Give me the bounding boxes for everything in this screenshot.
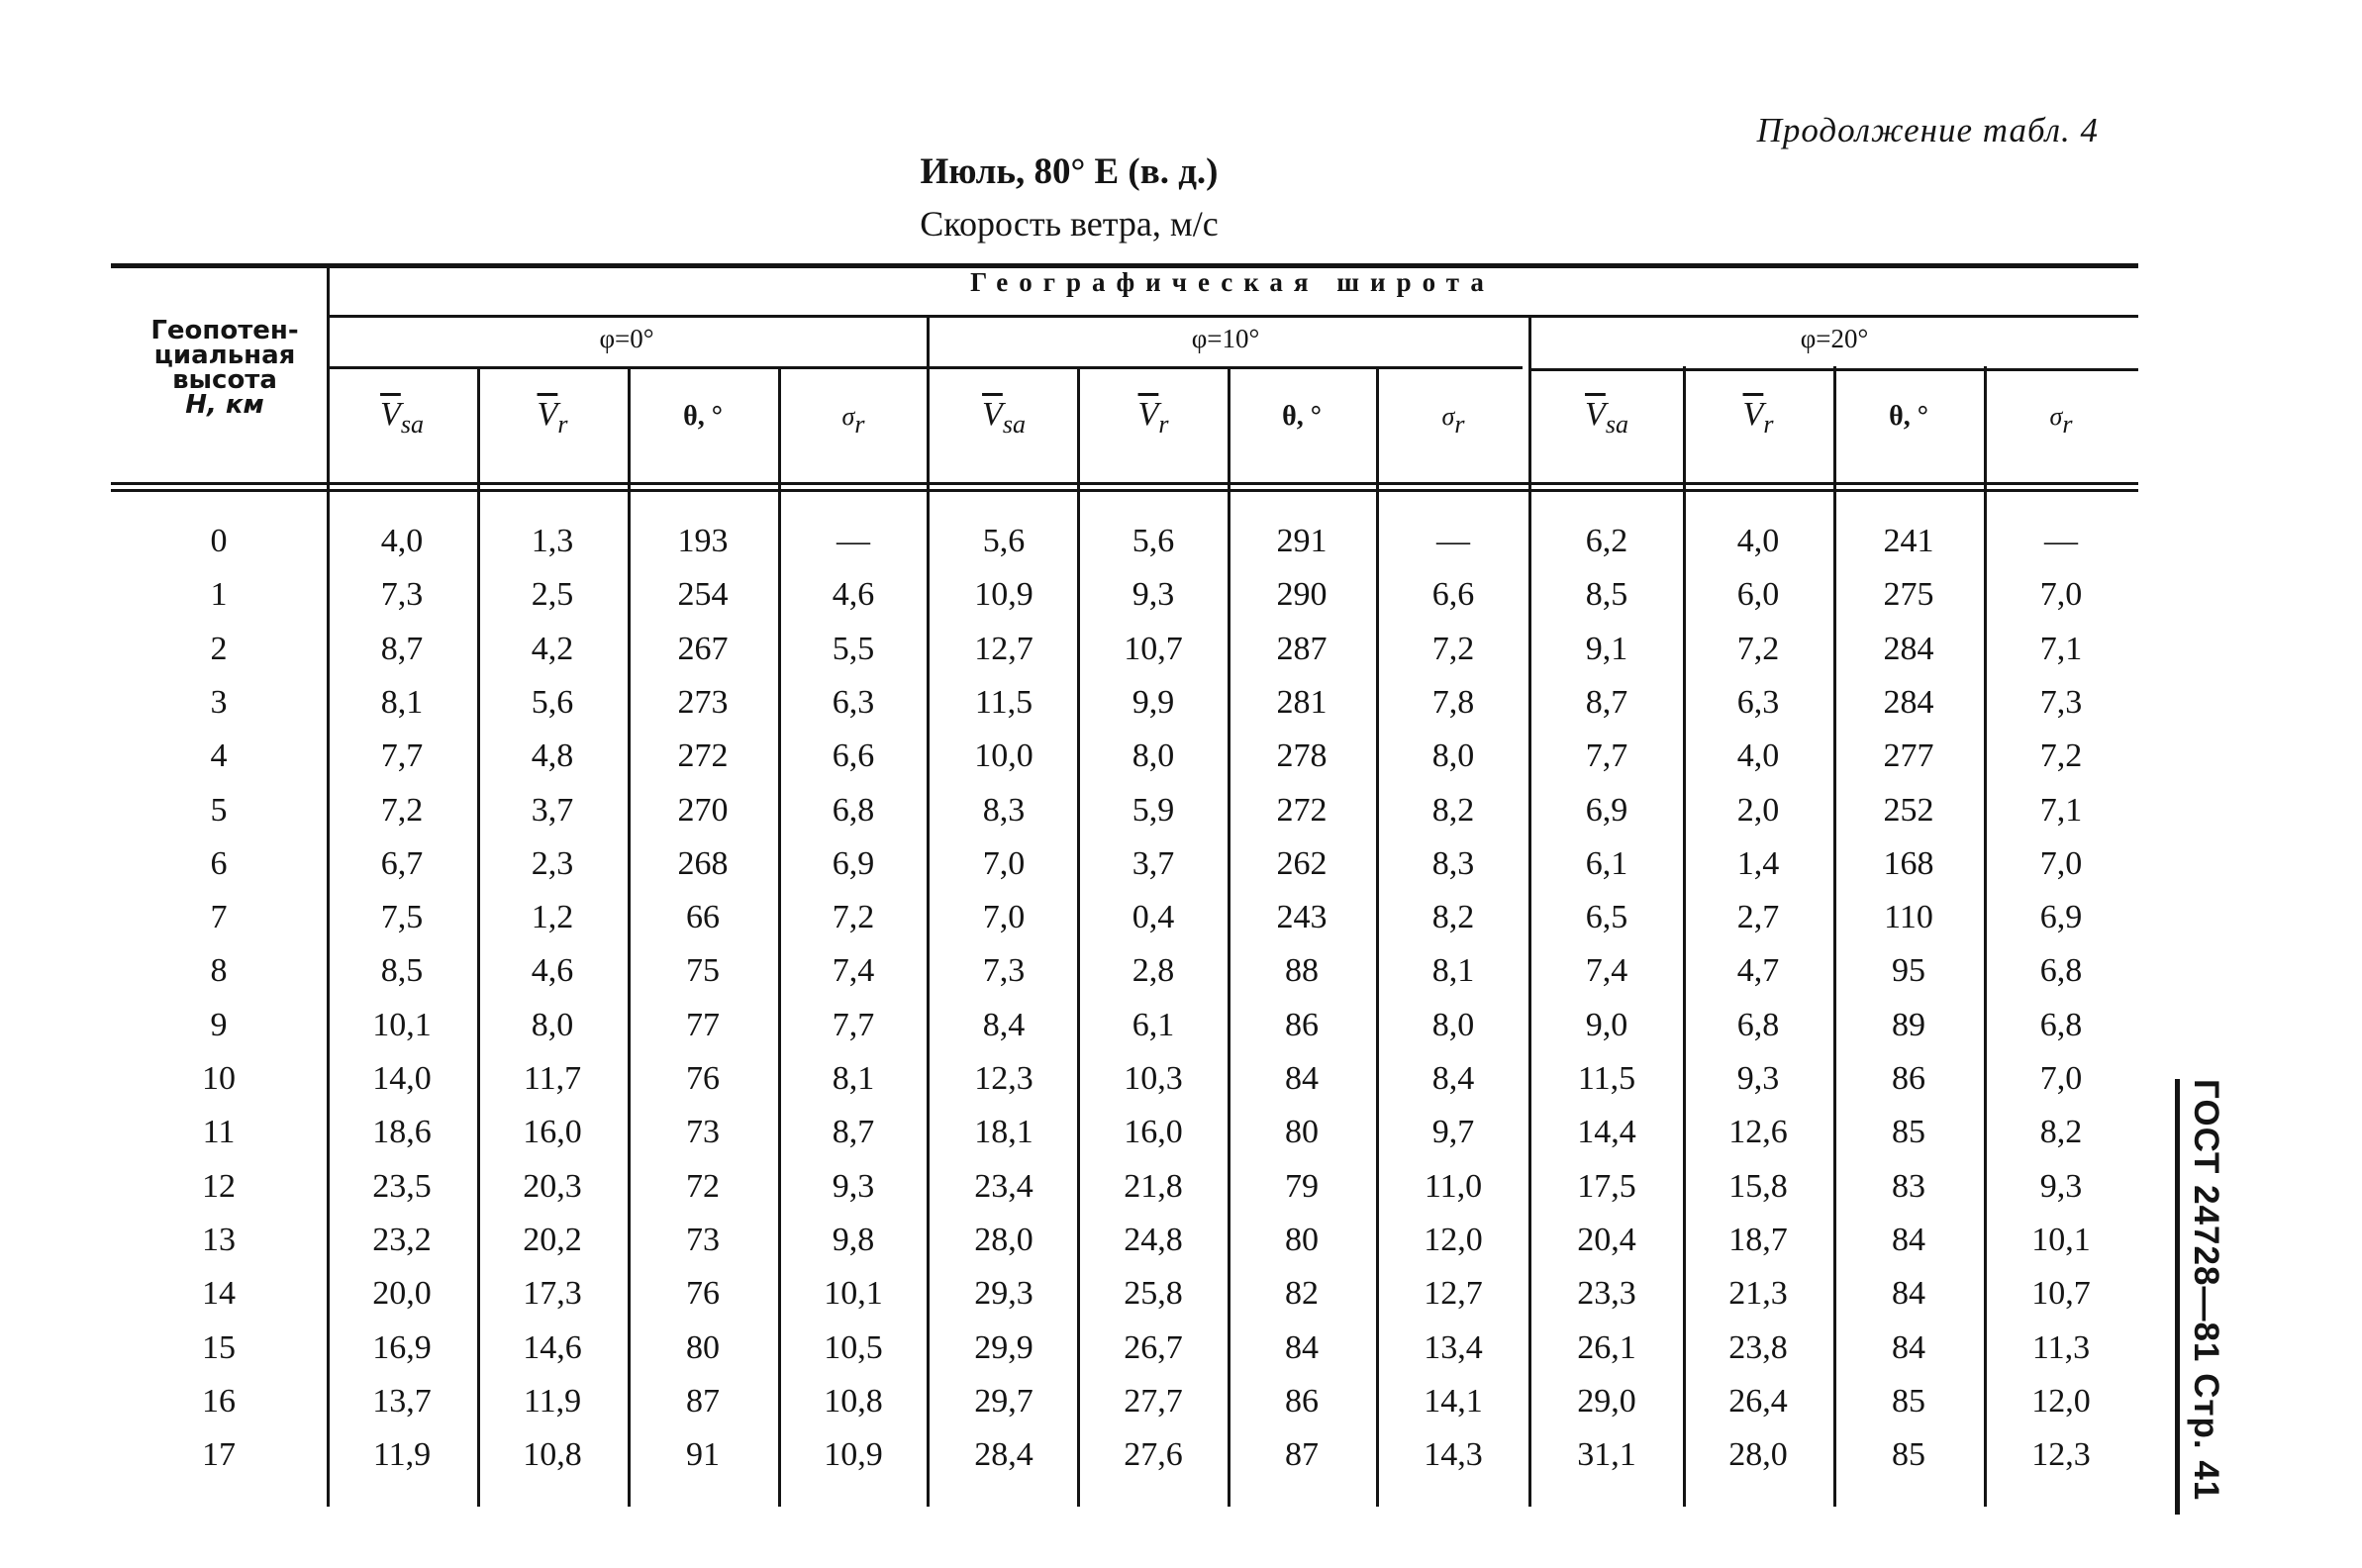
- table-cell: 14,6: [523, 1328, 582, 1366]
- table-cell: 287: [1276, 630, 1328, 667]
- table-cell: 7,7: [380, 737, 424, 775]
- table-cell: 8,2: [1431, 899, 1475, 936]
- table-cell: 8,5: [1585, 576, 1628, 614]
- table-cell: 85: [1892, 1114, 1925, 1151]
- table-cell: 13,4: [1424, 1328, 1483, 1366]
- height-cell: 17: [202, 1436, 236, 1474]
- table-cell: 80: [1285, 1221, 1319, 1258]
- table-cell: 272: [1276, 791, 1328, 829]
- column-header: $\overline{V}_{sa}$: [380, 396, 424, 439]
- table-cell: 4,0: [380, 523, 424, 559]
- table-cell: 252: [1883, 791, 1934, 829]
- table-cell: 9,3: [2039, 1167, 2083, 1205]
- table-cell: 7,0: [2039, 844, 2083, 882]
- table-cell: 284: [1883, 683, 1934, 721]
- table-cell: 277: [1883, 737, 1934, 775]
- table-cell: 10,7: [1124, 630, 1183, 667]
- table-cell: 8,3: [1431, 844, 1475, 882]
- table-cell: 6,8: [2039, 952, 2083, 990]
- table-cell: 8,5: [380, 952, 424, 990]
- table-cell: 267: [677, 630, 729, 667]
- table-cell: 27,6: [1124, 1436, 1183, 1474]
- table-cell: 6,3: [832, 683, 875, 721]
- column-header: $\overline{V}_r$: [537, 396, 568, 439]
- table-cell: 5,6: [531, 683, 574, 721]
- table-cell: 275: [1883, 576, 1934, 614]
- table-cell: 14,1: [1424, 1382, 1483, 1420]
- table-cell: —: [837, 523, 870, 559]
- table-cell: 8,1: [832, 1060, 875, 1097]
- table-cell: 84: [1285, 1328, 1319, 1366]
- table-cell: 86: [1892, 1060, 1925, 1097]
- table-cell: 9,3: [832, 1167, 875, 1205]
- table-cell: 18,1: [974, 1114, 1033, 1151]
- table-cell: 15,8: [1728, 1167, 1788, 1205]
- table-cell: 9,7: [1431, 1114, 1475, 1151]
- table-cell: 86: [1285, 1006, 1319, 1043]
- table-cell: 7,7: [832, 1006, 875, 1043]
- table-cell: 6,9: [1585, 791, 1628, 829]
- table-cell: 72: [686, 1167, 720, 1205]
- table-cell: 2,8: [1132, 952, 1175, 990]
- table-cell: 4,0: [1736, 523, 1780, 559]
- table-cell: 29,0: [1577, 1382, 1636, 1420]
- table-cell: 8,7: [380, 630, 424, 667]
- table-cell: 80: [686, 1328, 720, 1366]
- table-cell: 89: [1892, 1006, 1925, 1043]
- table-cell: 291: [1276, 523, 1328, 559]
- table-cell: 284: [1883, 630, 1934, 667]
- table-cell: 7,2: [2039, 737, 2083, 775]
- table-cell: 290: [1276, 576, 1328, 614]
- table-cell: 1,4: [1736, 844, 1780, 882]
- column-header: $\sigma_r$: [1441, 402, 1465, 439]
- table-cell: 7,2: [1431, 630, 1475, 667]
- table-cell: 84: [1892, 1221, 1925, 1258]
- table-cell: 8,0: [1431, 1006, 1475, 1043]
- table-cell: 7,3: [2039, 683, 2083, 721]
- table-cell: 6,8: [1736, 1006, 1780, 1043]
- table-cell: 10,3: [1124, 1060, 1183, 1097]
- table-cell: 8,0: [531, 1006, 574, 1043]
- table-cell: 20,0: [372, 1275, 432, 1313]
- table-cell: 29,3: [974, 1275, 1033, 1313]
- table-cell: 6,1: [1132, 1006, 1175, 1043]
- table-cell: 66: [686, 899, 720, 936]
- table-cell: 8,3: [982, 791, 1026, 829]
- table-cell: 4,6: [832, 576, 875, 614]
- table-cell: 9,3: [1132, 576, 1175, 614]
- table-cell: 8,4: [1431, 1060, 1475, 1097]
- table-cell: 12,0: [2031, 1382, 2091, 1420]
- table-cell: 18,7: [1728, 1221, 1788, 1258]
- table-cell: 28,0: [1728, 1436, 1788, 1474]
- height-cell: 11: [202, 1114, 236, 1151]
- table-cell: 7,0: [2039, 576, 2083, 614]
- column-separator: [327, 263, 330, 1507]
- table-cell: 23,3: [1577, 1275, 1636, 1313]
- table-cell: 3,7: [1132, 844, 1175, 882]
- table-cell: 7,0: [2039, 1060, 2083, 1097]
- table-cell: 87: [1285, 1436, 1319, 1474]
- table-cell: 4,8: [531, 737, 574, 775]
- table-cell: 85: [1892, 1436, 1925, 1474]
- table-cell: 268: [677, 844, 729, 882]
- height-cell: 16: [202, 1382, 236, 1420]
- table-cell: 3,7: [531, 791, 574, 829]
- column-header: $\overline{V}_r$: [1137, 396, 1169, 439]
- table-cell: 17,3: [523, 1275, 582, 1313]
- height-cell: 15: [202, 1328, 236, 1366]
- latitude-10-header: φ=10°: [1191, 324, 1260, 353]
- table-cell: 10,1: [372, 1006, 432, 1043]
- table-cell: 20,2: [523, 1221, 582, 1258]
- table-cell: 193: [677, 523, 729, 559]
- table-cell: 86: [1285, 1382, 1319, 1420]
- table-cell: 18,6: [372, 1114, 432, 1151]
- table-cell: 31,1: [1577, 1436, 1636, 1474]
- column-header: θ, °: [1282, 401, 1322, 432]
- table-cell: 23,2: [372, 1221, 432, 1258]
- table-cell: 23,4: [974, 1167, 1033, 1205]
- table-cell: 11,5: [1577, 1060, 1636, 1097]
- table-cell: 2,0: [1736, 791, 1780, 829]
- table-cell: 23,5: [372, 1167, 432, 1205]
- table-cell: 4,0: [1736, 737, 1780, 775]
- side-stamp: [2178, 1079, 2237, 1515]
- table-cell: 9,3: [1736, 1060, 1780, 1097]
- table-cell: 9,0: [1585, 1006, 1628, 1043]
- height-cell: 10: [202, 1060, 236, 1097]
- table-cell: 84: [1892, 1275, 1925, 1313]
- table-cell: 7,1: [2039, 630, 2083, 667]
- table-cell: 8,1: [1431, 952, 1475, 990]
- table-cell: 29,9: [974, 1328, 1033, 1366]
- table-cell: —: [2044, 523, 2078, 559]
- table-cell: 26,7: [1124, 1328, 1183, 1366]
- table-cell: 87: [686, 1382, 720, 1420]
- table-cell: 76: [686, 1060, 720, 1097]
- table-cell: 5,9: [1132, 791, 1175, 829]
- table-cell: 17,5: [1577, 1167, 1636, 1205]
- table-cell: 6,3: [1736, 683, 1780, 721]
- column-header: $\sigma_r$: [841, 402, 865, 439]
- table-cell: 26,4: [1728, 1382, 1788, 1420]
- table-cell: 11,0: [1424, 1167, 1483, 1205]
- table-cell: 0,4: [1132, 899, 1175, 936]
- table-cell: 6,0: [1736, 576, 1780, 614]
- lat-rule-1: [327, 366, 927, 369]
- table-cell: 79: [1285, 1167, 1319, 1205]
- table-subtitle: Скорость ветра, м/с: [920, 204, 1219, 244]
- table-cell: 7,1: [2039, 791, 2083, 829]
- table-cell: 8,2: [1431, 791, 1475, 829]
- table-cell: 10,8: [824, 1382, 883, 1420]
- table-cell: 16,0: [1124, 1114, 1183, 1151]
- table-cell: 75: [686, 952, 720, 990]
- table-cell: 8,0: [1132, 737, 1175, 775]
- table-cell: 28,0: [974, 1221, 1033, 1258]
- table-cell: 20,3: [523, 1167, 582, 1205]
- height-cell: 9: [210, 1006, 228, 1043]
- table-cell: 10,1: [824, 1275, 883, 1313]
- lat-rule-2: [929, 366, 1523, 369]
- table-cell: 84: [1892, 1328, 1925, 1366]
- table-cell: —: [1436, 523, 1470, 559]
- table-cell: 16,9: [372, 1328, 432, 1366]
- height-cell: 4: [210, 737, 228, 775]
- geo-rule: [327, 315, 2138, 318]
- table-cell: 23,8: [1728, 1328, 1788, 1366]
- continuation-label: Продолжение табл. 4: [1756, 111, 2099, 149]
- table-cell: 95: [1892, 952, 1925, 990]
- height-cell: 7: [210, 899, 228, 936]
- table-cell: 14,4: [1577, 1114, 1636, 1151]
- side-stamp-text: ГОСТ 24728—81 Стр. 41: [2187, 1079, 2225, 1502]
- table-cell: 4,7: [1736, 952, 1780, 990]
- table-cell: 76: [686, 1275, 720, 1313]
- table-cell: 16,0: [523, 1114, 582, 1151]
- table-cell: 73: [686, 1114, 720, 1151]
- column-header: $\sigma_r$: [2049, 402, 2073, 439]
- table-cell: 28,4: [974, 1436, 1033, 1474]
- table-cell: 10,0: [974, 737, 1033, 775]
- table-cell: 4,6: [531, 952, 574, 990]
- table-cell: 10,9: [974, 576, 1033, 614]
- table-cell: 29,7: [974, 1382, 1033, 1420]
- table-cell: 12,6: [1728, 1114, 1788, 1151]
- table-cell: 91: [686, 1436, 720, 1474]
- table-cell: 85: [1892, 1382, 1925, 1420]
- table-cell: 88: [1285, 952, 1319, 990]
- table-cell: 83: [1892, 1167, 1925, 1205]
- table-cell: 4,2: [531, 630, 574, 667]
- table-cell: 20,4: [1577, 1221, 1636, 1258]
- table-cell: 10,1: [2031, 1221, 2091, 1258]
- table-cell: 8,4: [982, 1006, 1026, 1043]
- table-cell: 168: [1883, 844, 1934, 882]
- table-cell: 21,3: [1728, 1275, 1788, 1313]
- table-cell: 5,6: [982, 523, 1026, 559]
- latitude-20-header: φ=20°: [1800, 324, 1869, 353]
- table-cell: 84: [1285, 1060, 1319, 1097]
- table-cell: 8,7: [832, 1114, 875, 1151]
- table-cell: 10,9: [824, 1436, 883, 1474]
- table-cell: 5,5: [832, 630, 875, 667]
- column-header: $\overline{V}_{sa}$: [1585, 396, 1628, 439]
- table-cell: 2,7: [1736, 899, 1780, 936]
- table-cell: 25,8: [1124, 1275, 1183, 1313]
- table-cell: 12,3: [974, 1060, 1033, 1097]
- table-cell: 21,8: [1124, 1167, 1183, 1205]
- table-cell: 11,5: [974, 683, 1033, 721]
- table-cell: 14,0: [372, 1060, 432, 1097]
- height-cell: 3: [210, 683, 228, 721]
- table-cell: 9,8: [832, 1221, 875, 1258]
- table-cell: 13,7: [372, 1382, 432, 1420]
- height-cell: 0: [210, 523, 228, 559]
- table-cell: 12,3: [2031, 1436, 2091, 1474]
- height-cell: 6: [210, 844, 228, 882]
- table-cell: 9,9: [1132, 683, 1175, 721]
- table-cell: 7,2: [380, 791, 424, 829]
- table-cell: 6,6: [1431, 576, 1475, 614]
- table-cell: 6,9: [832, 844, 875, 882]
- table-cell: 7,8: [1431, 683, 1475, 721]
- table-cell: 27,7: [1124, 1382, 1183, 1420]
- table-cell: 2,3: [531, 844, 574, 882]
- table-cell: 278: [1276, 737, 1328, 775]
- table-cell: 11,7: [523, 1060, 582, 1097]
- latitude-0-header: φ=0°: [599, 324, 654, 353]
- geo-latitude-header: Географическая широта: [970, 267, 1495, 297]
- table-cell: 1,3: [531, 523, 574, 559]
- table-cell: 8,2: [2039, 1114, 2083, 1151]
- table-cell: 8,7: [1585, 683, 1628, 721]
- column-header: $\overline{V}_{sa}$: [982, 396, 1026, 439]
- table-cell: 11,3: [2031, 1328, 2091, 1366]
- table-cell: 6,9: [2039, 899, 2083, 936]
- table-cell: 1,2: [531, 899, 574, 936]
- table-cell: 241: [1883, 523, 1934, 559]
- table-cell: 6,8: [832, 791, 875, 829]
- table-cell: 270: [677, 791, 729, 829]
- table-cell: 10,5: [824, 1328, 883, 1366]
- table-cell: 6,7: [380, 844, 424, 882]
- height-cell: 2: [210, 630, 228, 667]
- table-cell: 7,2: [1736, 630, 1780, 667]
- table-cell: 7,7: [1585, 737, 1628, 775]
- column-header: θ, °: [683, 401, 723, 432]
- table-cell: 9,1: [1585, 630, 1628, 667]
- height-cell: 14: [202, 1275, 236, 1313]
- table-cell: 7,5: [380, 899, 424, 936]
- table-cell: 82: [1285, 1275, 1319, 1313]
- table-cell: 5,6: [1132, 523, 1175, 559]
- table-cell: 2,5: [531, 576, 574, 614]
- table-cell: 7,2: [832, 899, 875, 936]
- table-cell: 7,4: [832, 952, 875, 990]
- table-cell: 8,1: [380, 683, 424, 721]
- table-cell: 7,3: [380, 576, 424, 614]
- table-cell: 281: [1276, 683, 1328, 721]
- table-cell: 6,8: [2039, 1006, 2083, 1043]
- table-cell: 7,0: [982, 844, 1026, 882]
- table-cell: 10,8: [523, 1436, 582, 1474]
- table-cell: 12,0: [1424, 1221, 1483, 1258]
- table-cell: 14,3: [1424, 1436, 1483, 1474]
- height-column-header: Геопотен- циальная высота H, км: [150, 316, 299, 420]
- table-cell: 12,7: [974, 630, 1033, 667]
- table-cell: 80: [1285, 1114, 1319, 1151]
- table-cell: 110: [1884, 899, 1933, 936]
- table-cell: 254: [677, 576, 729, 614]
- height-cell: 12: [202, 1167, 236, 1205]
- table-cell: 24,8: [1124, 1221, 1183, 1258]
- table-cell: 6,5: [1585, 899, 1628, 936]
- table-cell: 7,0: [982, 899, 1026, 936]
- table-cell: 11,9: [523, 1382, 582, 1420]
- height-cell: 5: [210, 791, 228, 829]
- table-cell: 6,2: [1585, 523, 1628, 559]
- table-cell: 6,6: [832, 737, 875, 775]
- table-cell: 272: [677, 737, 729, 775]
- table-title: Июль, 80° E (в. д.): [920, 151, 1219, 192]
- height-cell: 1: [210, 576, 228, 614]
- table-cell: 11,9: [372, 1436, 432, 1474]
- table-cell: 73: [686, 1221, 720, 1258]
- table-cell: 273: [677, 683, 729, 721]
- column-header: θ, °: [1889, 401, 1928, 432]
- table-cell: 8,0: [1431, 737, 1475, 775]
- table-cell: 26,1: [1577, 1328, 1636, 1366]
- table-cell: 7,4: [1585, 952, 1628, 990]
- table-cell: 10,7: [2031, 1275, 2091, 1313]
- table-cell: 12,7: [1424, 1275, 1483, 1313]
- height-cell: 8: [210, 952, 228, 990]
- table-cell: 77: [686, 1006, 720, 1043]
- table-cell: 6,1: [1585, 844, 1628, 882]
- table-cell: 243: [1276, 899, 1328, 936]
- table-cell: 262: [1276, 844, 1328, 882]
- height-cell: 13: [202, 1221, 236, 1258]
- column-header: $\overline{V}_r$: [1742, 396, 1774, 439]
- table-cell: 7,3: [982, 952, 1026, 990]
